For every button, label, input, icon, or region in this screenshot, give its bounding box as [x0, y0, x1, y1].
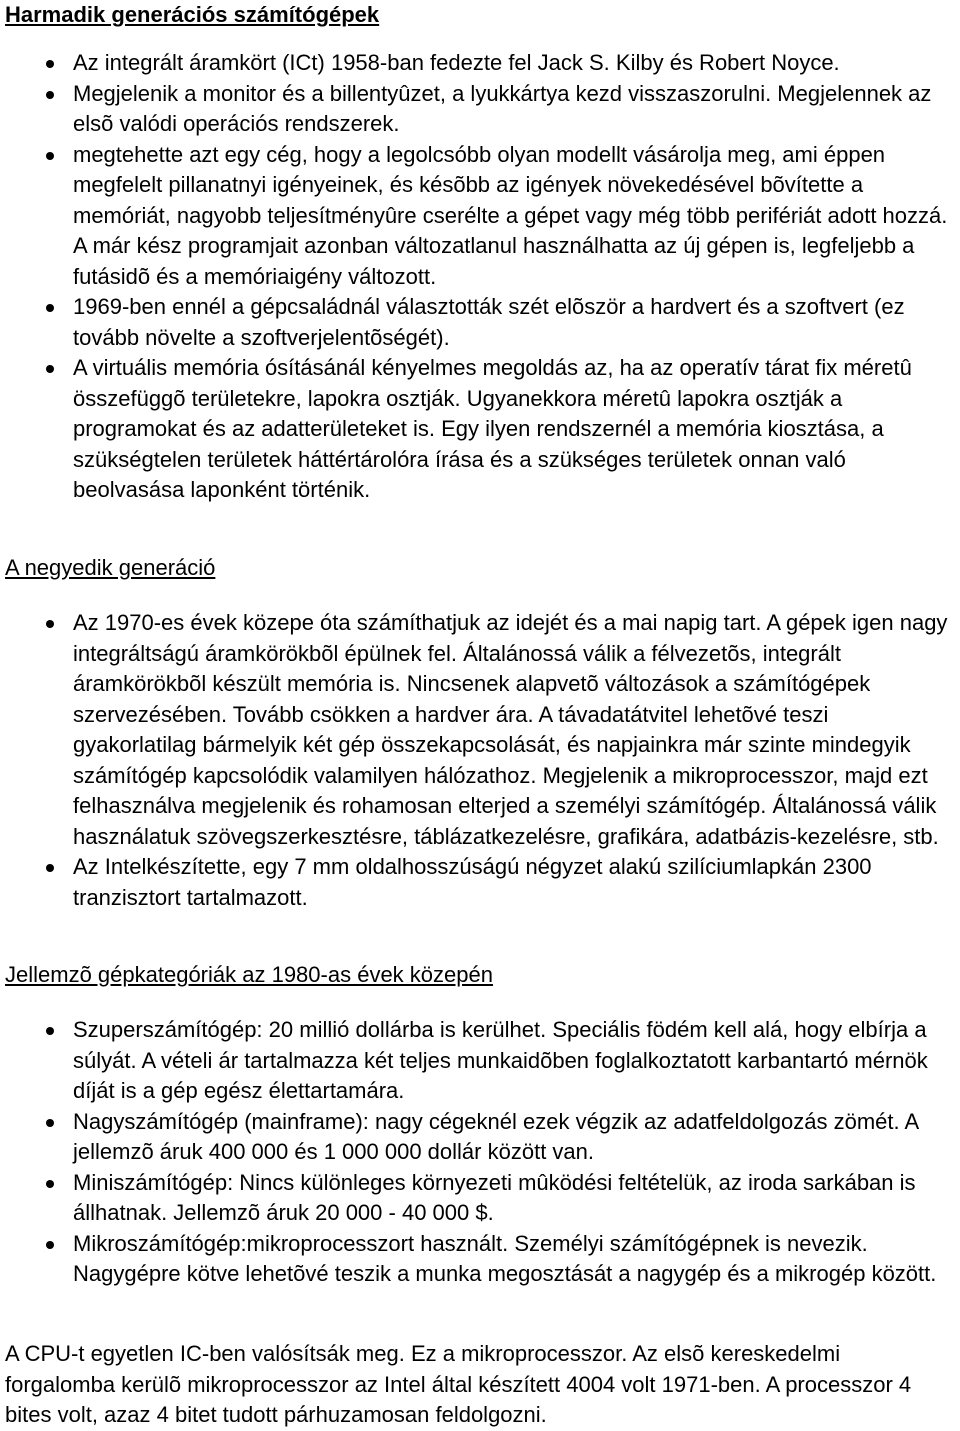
bullet-list-fourth-generation: [5, 608, 956, 913]
bullet-list-third-generation: [5, 48, 956, 506]
list-item: [73, 48, 956, 79]
list-item: [73, 353, 956, 506]
list-item: [73, 1015, 956, 1107]
bullet-icon: [46, 60, 54, 68]
list-item-text: A virtuális memória ósításánál kényelmes megoldás az, ha az operatív tárat fix méretû összefüggõ területekre, lapokra osztják. Ugyanekkora méretû lapokra osztják a programokat és az adatterületeket is. Egy ilyen rendszernél a memória kiosztása, a szükségtelen területek háttértárolóra írása és a szükséges területek onnan való beolvasása laponként történik.: [73, 355, 912, 502]
list-item-text: Nagyszámítógép (mainframe): nagy cégeknél ezek végzik az adatfeldolgozás zömét. A jellemzõ áruk 400 000 és 1 000 000 dollár között van.: [73, 1108, 919, 1164]
list-item: [73, 1229, 956, 1290]
list-item-text: megtehette azt egy cég, hogy a legolcsóbb olyan modellt vásárolja meg, ami éppen megfelelt pillanatnyi igényeinek, és késõbb az igények növekedésével bõvítette a memóriát, nagyobb teljesítményûre cserélte a gépet vagy még több perifériát adott hozzá. A már kész programjait azonban változatlanul használhatta az új gépen is, legfeljebb a futásidõ és a memóriaigény változott.: [73, 141, 948, 289]
bullet-icon: [46, 1027, 54, 1035]
list-item-text: Szuperszámítógép: 20 millió dollárba is kerülhet. Speciális födém kell alá, hogy elbírja a súlyát. A vételi ár tartalmazza két teljes munkaidõben foglalkoztatott karbantartó mérnök díját is a gép egész élettartamára.: [73, 1017, 928, 1103]
section-heading-fourth-generation: A negyedik generáció: [5, 555, 216, 580]
list-item-text: Miniszámítógép: Nincs különleges környezeti mûködési feltételük, az iroda sarkában is állhatnak. Jellemzõ áruk 20 000 - 40 000 $.: [73, 1169, 916, 1225]
bullet-icon: [46, 864, 54, 872]
list-item-text: Az Intelkészítette, egy 7 mm oldalhosszúságú négyzet alakú szilíciumlapkán 2300 tranzisztort tartalmazott.: [73, 854, 872, 910]
list-item: [73, 852, 956, 913]
bullet-icon: [46, 304, 54, 312]
bullet-icon: [46, 1119, 54, 1127]
list-item-text: Az integrált áramkört (ICt) 1958-ban fedezte fel Jack S. Kilby és Robert Noyce.: [73, 50, 840, 75]
bullet-icon: [46, 620, 54, 628]
list-item-text: Mikroszámítógép:mikroprocesszort használt. Személyi számítógépnek is nevezik. Nagygépre kötve lehetõvé teszik a munka megosztását a nagygép és a mikrogép között.: [73, 1230, 937, 1286]
bullet-list-machine-categories: [5, 1015, 956, 1290]
list-item-text: Az 1970-es évek közepe óta számíthatjuk az idejét és a mai napig tart. A gépek igen nagy integráltságú áramkörökbõl épülnek fel. Általánossá válik a félvezetõs, integrált áramkörökbõl készült memória is. Nincsenek alapvetõ változások a számítógépek szervezésében. Tovább csökken a hardver ára. A távadatátvitel lehetõvé teszi gyakorlatilag bármelyik két gép összekapcsolását, és napjainkra már szinte mindegyik számítógép kapcsolódik valamilyen hálózathoz. Megjelenik a mikroprocesszor, majd ezt felhasználva megjelenik és rohamosan elterjed a személyi számítógép. Általánossá válik használatuk szövegszerkesztésre, táblázatkezelésre, grafikára, adatbázis-kezelésre, stb.: [73, 610, 948, 849]
list-item-text: 1969-ben ennél a gépcsaládnál választották szét elõször a hardvert és a szoftvert (ez tovább növelte a szoftverjelentõségét).: [73, 294, 905, 350]
closing-paragraph: A CPU-t egyetlen IC-ben valósítsák meg. Ez a mikroprocesszor. Az elsõ kereskedelmi forgalomba kerülõ mikroprocesszor az Intel által készített 4004 volt 1971-ben. A processzor 4 bites volt, azaz 4 bitet tudott párhuzamosan feldolgozni.: [5, 1341, 912, 1427]
list-item: [73, 140, 956, 293]
list-item: [73, 1168, 956, 1229]
bullet-icon: [46, 1180, 54, 1188]
section-heading-third-generation: Harmadik generációs számítógépek: [5, 2, 380, 27]
bullet-icon: [46, 91, 54, 99]
list-item-text: Megjelenik a monitor és a billentyûzet, a lyukkártya kezd visszaszorulni. Megjelennek az elsõ valódi operációs rendszerek.: [73, 80, 932, 136]
bullet-icon: [46, 152, 54, 160]
list-item: [73, 292, 956, 353]
section-heading-machine-categories: Jellemzõ gépkategóriák az 1980-as évek közepén: [5, 962, 493, 987]
list-item: [73, 79, 956, 140]
bullet-icon: [46, 365, 54, 373]
bullet-icon: [46, 1241, 54, 1249]
list-item: [73, 608, 956, 852]
list-item: [73, 1107, 956, 1168]
